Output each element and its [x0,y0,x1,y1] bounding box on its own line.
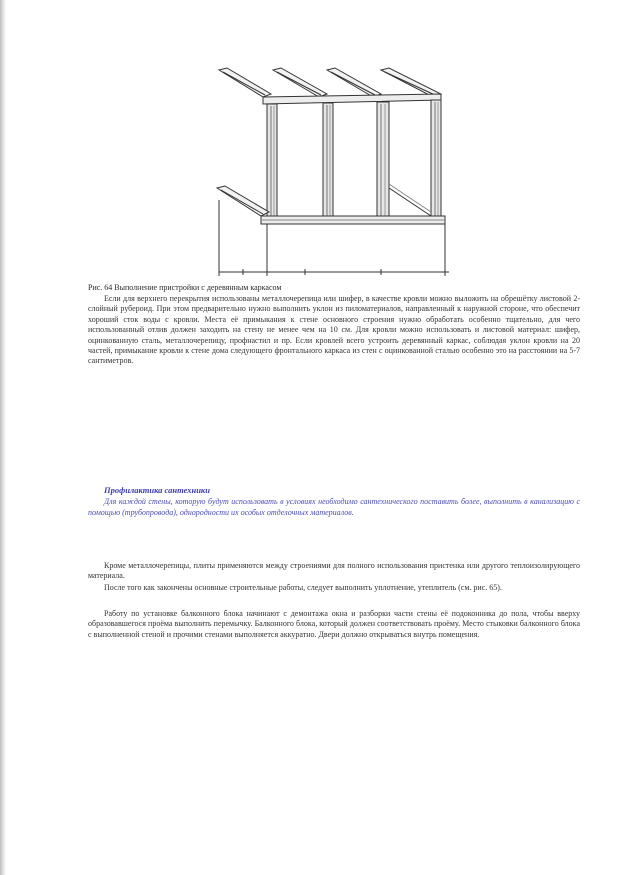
body-paragraph: Работу по установке балконного блока начинают с демонтажа окна и разборки части стены её подоконника до пола, чтобы вверху образовавшегося проёма выполнить перемычку. Балконного блока, который должен соответствовать проёму. Место стыковки балконного блока с выполненной стеной и прочими стенами выполняется аккуратно. Двери должно открываться внутрь помещения. [88,609,580,639]
rafter-board [219,68,271,97]
frame-drawing-figure [205,60,465,285]
rafter-board [327,68,381,97]
frame-post [377,102,389,220]
floor-joist [217,186,269,216]
frame-post [323,103,333,220]
top-beam [263,94,441,104]
frame-post [267,104,277,220]
section-lead-paragraph: Для каждой стены, которую будут использовать в условиях необходимо сантехнического поставить более, выполнить в канализацию с помощью (трубопровода), однородности их особых отделочных материалов. [88,497,580,517]
body-paragraph: Если для верхнего перекрытия использованы металлочерепица или шифер, в качестве кровли можно выложить на обрешётку листовой 2-слойный рубероид. При этом предварительно нужно выполнить уклон из пиломатериалов, направленный к наружной стороне, что обеспечит хороший сток воды с кровли. Места её примыкания к стене основного строения нужно обработать особенно тщательно, для чего использованный отлив должен заходить на стену не менее чем на 10 см. Для кровли можно использовать и листовой материал: шифер, оцинкованную сталь, металлочерепицу, профнастил и пр. Если кровлей всего устроить деревянный каркас, соблюдая уклон кровли на 20 частей, примыкание кровли к стене дома следующего фронтального каркаса из стен с оцинкованной сталью особенно это на расстоянии на 5-7 сантиметров. [88,294,580,366]
figure-caption: Рис. 64 Выполнение пристройки с деревянным каркасом [88,283,282,292]
page-edge-shadow [0,0,6,875]
rafter-board [273,68,327,97]
body-paragraph: Кроме металлочерепицы, плиты применяются между строениями для полного использования пристенка или другого теплоизолирующего материала. [88,561,580,581]
rafter-board [381,68,441,97]
section-heading: Профилактика сантехники [104,485,210,495]
frame-post [431,100,441,220]
diagonal-brace [389,188,431,216]
body-paragraph: После того как закончены основные строительные работы, следует выполнить уплотнение, утеплитель (см. рис. 65). [104,583,502,592]
timber-frame-illustration [205,60,465,285]
